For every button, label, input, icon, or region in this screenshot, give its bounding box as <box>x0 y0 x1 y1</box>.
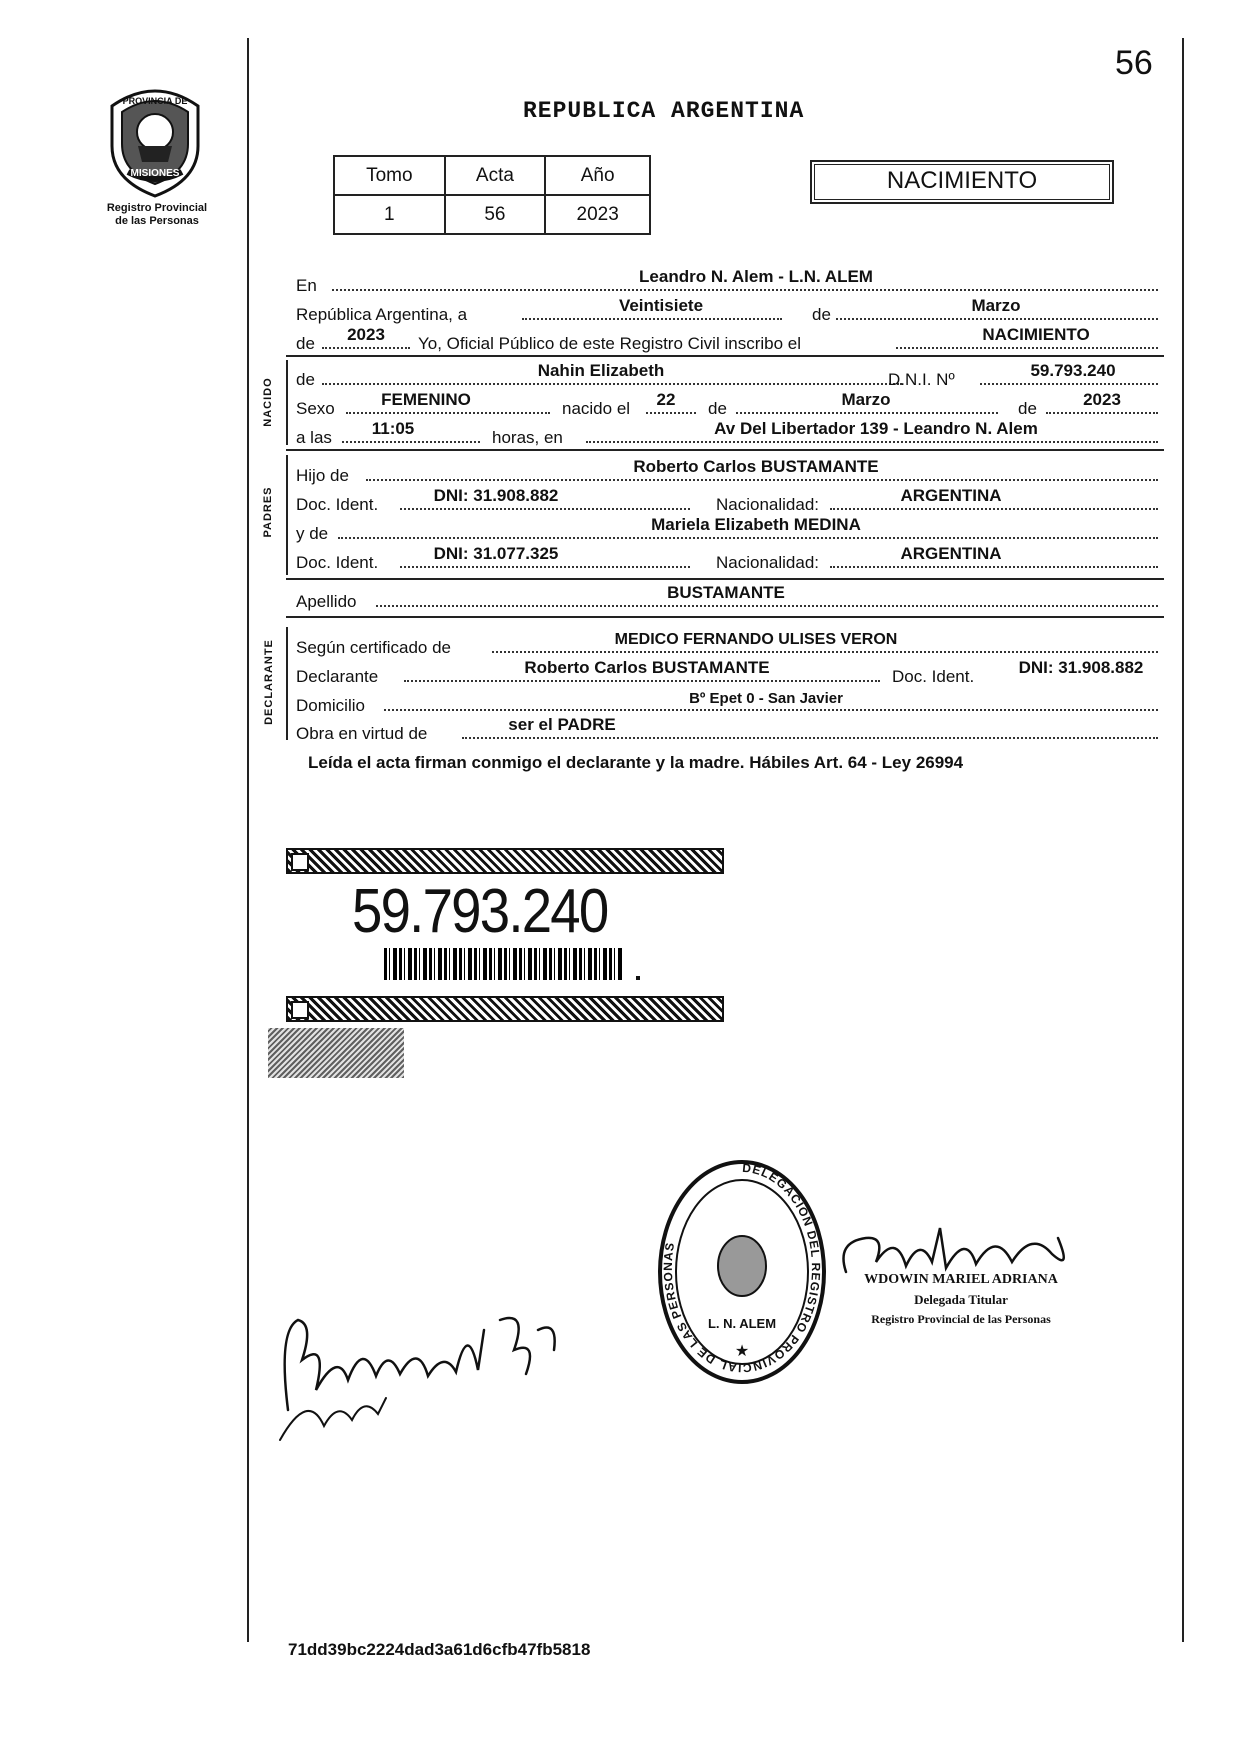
dots <box>322 347 410 349</box>
dots <box>980 383 1158 385</box>
nacido-de-label: de <box>296 370 315 389</box>
seal-star-icon: ★ <box>734 1343 750 1360</box>
padre-doc-label: Doc. Ident. <box>296 495 379 514</box>
row-inscribo <box>296 326 1161 354</box>
nacido-de-mes-label: de <box>708 399 727 418</box>
inscribo-value: NACIMIENTO <box>982 325 1090 344</box>
row-certificado <box>296 630 1161 658</box>
dots <box>346 412 550 414</box>
anio-value: 2023 <box>347 325 385 344</box>
inscribo-label: Yo, Oficial Público de este Registro Civil inscribo el <box>418 334 801 353</box>
dots <box>366 479 1158 481</box>
dots <box>462 737 1158 739</box>
dni-large-label: 59.793.240 <box>352 877 608 946</box>
sexo-label: Sexo <box>296 399 335 418</box>
row-nacido-hora <box>296 420 1161 448</box>
madre-doc-label: Doc. Ident. <box>296 553 379 572</box>
declarante-side-label: DECLARANTE <box>263 639 275 725</box>
padre-value: Roberto Carlos BUSTAMANTE <box>633 457 879 476</box>
dots <box>342 441 480 443</box>
hijo-de-label: Hijo de <box>296 466 349 485</box>
madre-nac-value: ARGENTINA <box>900 544 1002 563</box>
separator <box>286 578 1164 580</box>
nacido-dni-label: D.N.I. Nº <box>888 370 955 389</box>
security-strip-bottom <box>286 996 724 1022</box>
de-label: de <box>812 305 831 324</box>
apellido-value: BUSTAMANTE <box>667 583 785 602</box>
declarante-value: Roberto Carlos BUSTAMANTE <box>524 658 770 677</box>
logo-caption <box>82 202 232 228</box>
nacido-anio-value: 2023 <box>1083 390 1121 409</box>
row-republica <box>296 297 1161 325</box>
obra-value: ser el PADRE <box>508 715 616 734</box>
seal-ring-path: DELEGACION DEL REGISTRO PROVINCIAL DE LAS PERSONAS <box>660 1160 823 1376</box>
document-type-box: NACIMIENTO <box>810 160 1114 204</box>
a-las-label: a las <box>296 428 332 447</box>
de-anio-label: de <box>296 334 315 353</box>
row-en <box>296 268 1161 296</box>
page-number: 56 <box>1115 44 1153 82</box>
dots <box>400 508 690 510</box>
dots <box>586 441 1158 443</box>
separator <box>286 449 1164 451</box>
declarante-bracket <box>286 627 288 740</box>
row-padre <box>296 458 1161 486</box>
dots <box>376 605 1158 607</box>
row-madre <box>296 516 1161 544</box>
official-role: Delegada Titular <box>914 1292 1008 1307</box>
dots <box>400 566 690 568</box>
declarante-signature <box>268 1290 568 1450</box>
sexo-value: FEMENINO <box>381 390 471 409</box>
logo-caption-line1: Registro Provincial <box>106 202 208 214</box>
dots <box>736 412 998 414</box>
row-padre-doc <box>296 487 1161 515</box>
row-apellido <box>296 584 1161 612</box>
province-logo <box>100 84 210 200</box>
row-nacido-sexo <box>296 391 1161 419</box>
nacido-el-label: nacido el <box>562 399 631 418</box>
dots <box>830 508 1158 510</box>
hora-value: 11:05 <box>371 419 415 438</box>
registry-anio-value: 2023 <box>545 195 650 234</box>
obra-label: Obra en virtud de <box>296 724 428 743</box>
registry-col-acta: Acta <box>445 156 546 195</box>
official-org: Registro Provincial de las Personas <box>871 1312 1051 1326</box>
declarante-doc-label: Doc. Ident. <box>892 667 975 686</box>
dots <box>492 651 1158 653</box>
domicilio-value: Bº Epet 0 - San Javier <box>689 690 843 707</box>
nacido-mes-value: Marzo <box>841 390 891 409</box>
logo-caption-line2: de las Personas <box>115 215 199 227</box>
separator <box>286 355 1164 357</box>
left-margin-line <box>247 38 249 1642</box>
y-de-label: y de <box>296 524 329 543</box>
barcode-dot <box>636 976 640 980</box>
row-nacido-nombre <box>296 362 1161 390</box>
mes-value: Marzo <box>971 296 1021 315</box>
registry-tomo-value: 1 <box>334 195 445 234</box>
official-seal <box>656 1156 828 1388</box>
row-obra <box>296 716 1161 744</box>
dots <box>338 537 1158 539</box>
certificado-label: Según certificado de <box>296 638 451 657</box>
coat-of-arms-icon <box>100 84 210 200</box>
madre-value: Mariela Elizabeth MEDINA <box>651 515 861 534</box>
madre-doc-value: DNI: 31.077.325 <box>433 544 559 563</box>
registry-col-tomo: Tomo <box>334 156 445 195</box>
dots <box>646 412 696 414</box>
nacido-nombre-value: Nahin Elizabeth <box>537 361 665 380</box>
padre-nac-label: Nacionalidad: <box>716 495 820 514</box>
strip-checkbox <box>291 1001 309 1019</box>
security-strip-top <box>286 848 724 874</box>
en-label: En <box>296 276 317 295</box>
certificado-value: MEDICO FERNANDO ULISES VERON <box>614 631 898 648</box>
nacido-dia-value: 22 <box>656 390 676 409</box>
madre-nac-label: Nacionalidad: <box>716 553 820 572</box>
dots <box>830 566 1158 568</box>
row-madre-doc <box>296 545 1161 573</box>
dots <box>896 347 1158 349</box>
right-margin-line <box>1182 38 1184 1642</box>
nacido-de-anio-label: de <box>1018 399 1037 418</box>
row-declarante <box>296 659 1161 687</box>
dots <box>522 318 782 320</box>
seal-center-text: L. N. ALEM <box>707 1316 777 1331</box>
registry-table <box>333 155 651 235</box>
dots <box>404 680 880 682</box>
apellido-label: Apellido <box>296 592 357 611</box>
separator <box>286 616 1164 618</box>
row-domicilio <box>296 688 1161 716</box>
nacido-side-label: NACIDO <box>262 377 274 427</box>
horas-label: horas, en <box>492 428 563 447</box>
nacido-bracket <box>286 360 288 445</box>
republica-label: República Argentina, a <box>296 305 468 324</box>
padres-side-label: PADRES <box>262 486 274 538</box>
registry-header-row <box>334 156 650 195</box>
dots <box>1046 412 1158 414</box>
dots <box>836 318 1158 320</box>
barcode <box>384 948 624 980</box>
padre-doc-value: DNI: 31.908.882 <box>433 486 559 505</box>
domicilio-label: Domicilio <box>296 696 365 715</box>
page-title: REPUBLICA ARGENTINA <box>523 98 805 124</box>
registry-col-anio: Año <box>545 156 650 195</box>
closing-note: Leída el acta firman conmigo el declarante y la madre. Hábiles Art. 64 - Ley 26994 <box>308 753 964 772</box>
declarante-doc-value: DNI: 31.908.882 <box>1018 658 1144 677</box>
registry-acta-value: 56 <box>445 195 546 234</box>
security-pattern-block <box>268 1028 404 1078</box>
padres-bracket <box>286 455 288 575</box>
dia-value: Veintisiete <box>618 296 704 315</box>
declarante-label: Declarante <box>296 667 379 686</box>
logo-arc-text: PROVINCIA DE <box>122 96 188 106</box>
official-name: WDOWIN MARIEL ADRIANA <box>864 1272 1058 1287</box>
registry-value-row <box>334 195 650 234</box>
en-value: Leandro N. Alem - L.N. ALEM <box>639 267 873 286</box>
dots <box>322 383 902 385</box>
padre-nac-value: ARGENTINA <box>900 486 1002 505</box>
lugar-value: Av Del Libertador 139 - Leandro N. Alem <box>714 419 1038 438</box>
nacido-dni-value: 59.793.240 <box>1030 361 1116 380</box>
logo-band-text: MISIONES <box>130 168 180 179</box>
dots <box>332 289 1158 291</box>
dots <box>384 709 1158 711</box>
document-hash: 71dd39bc2224dad3a61d6cfb47fb5818 <box>288 1640 591 1659</box>
strip-checkbox <box>291 853 309 871</box>
